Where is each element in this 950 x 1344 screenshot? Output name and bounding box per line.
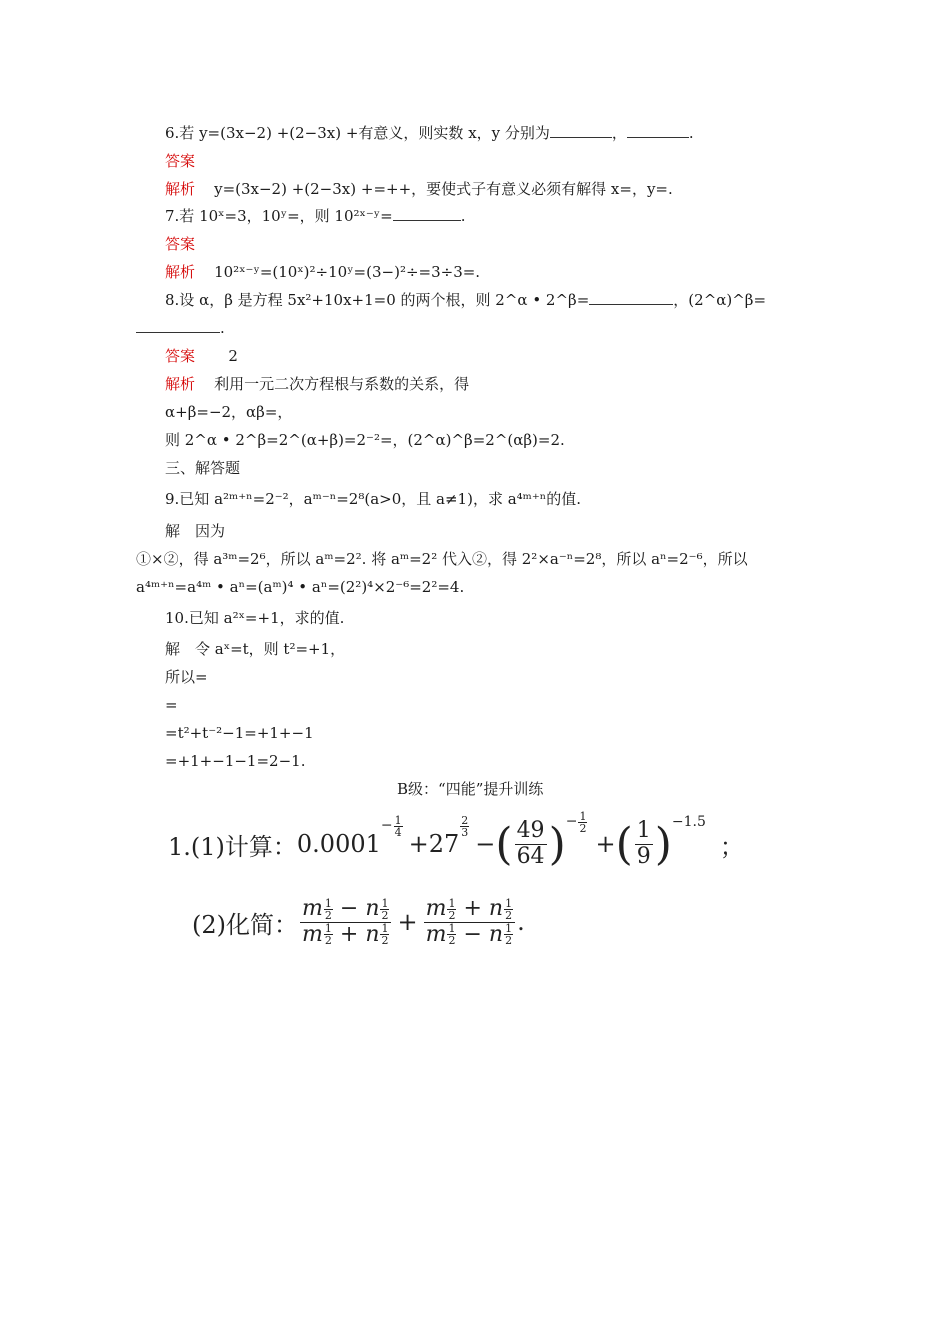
q6-end: . [688,124,694,142]
f1-den: 64 [516,843,545,869]
fraction-right [424,897,515,946]
q6-blank-2 [627,123,689,138]
m-var: m [302,921,323,947]
half [504,923,513,946]
q6-blank-1 [550,123,612,138]
exp-2-frac [460,815,469,838]
exp-3-num: 1 [579,809,587,823]
answer-label: 答案 [165,347,196,365]
q7-blank [393,206,461,221]
half-den: 2 [381,934,389,948]
paren-open-2: ( [615,818,633,870]
half [380,923,389,946]
q8-answer [165,346,238,366]
q8-analysis [165,374,469,394]
n-var: n [488,896,504,922]
fraction-right-den [424,923,515,947]
f2-num: 1 [636,818,651,844]
analysis-label: 解析 [165,263,196,281]
half-num: 1 [324,922,332,936]
exp-1-frac [394,815,403,838]
q7-answer-label: 答案 [165,235,196,253]
term-base: 0.0001 [296,830,381,858]
exp-3-frac [578,811,587,834]
half-den: 2 [505,908,513,922]
q6-line [165,123,694,143]
half [504,898,513,921]
fraction-1-9 [635,819,653,868]
q8-blank-1 [589,290,673,305]
exp-2-num: 2 [461,813,469,827]
half-den: 2 [324,934,332,948]
minus: − [339,896,359,922]
analysis-label: 解析 [165,375,196,393]
q7-analysis-text: 10²ˣ⁻ʸ=(10ˣ)²÷10ʸ=(3−)²÷=3÷3=. [214,263,481,281]
q7-analysis [165,262,480,282]
q6-analysis [165,179,673,199]
problem-1-part-1 [168,808,744,880]
f1-num: 49 [516,818,545,844]
q10-solution-1: 解 令 aˣ=t，则 t²=+1， [165,640,346,658]
q8-analysis-3: 则 2^α • 2^β=2^(α+β)=2⁻²=，(2^α)^β=2^(αβ)=2. [165,431,565,449]
half-num: 1 [505,896,513,910]
half [447,898,456,921]
exp-1-den: 4 [394,825,402,839]
fraction-left [300,897,391,946]
paren-close: ) [548,818,566,870]
problem-1-part-2 [192,884,525,960]
period: . [517,908,525,936]
half-den: 2 [448,908,456,922]
exp-3: − $\frac{1}{2}$ [565,809,587,835]
minus: − [463,921,482,947]
half-num: 1 [381,922,389,936]
exp-1: − $\frac{1}{4}$ [380,813,402,839]
half-num: 1 [505,922,513,936]
q8-line [165,290,766,310]
paren-close-2: ) [654,818,672,870]
q8-end: . [220,319,225,337]
q9-line: 9.已知 a²ᵐ⁺ⁿ=2⁻²，aᵐ⁻ⁿ=2⁸(a>0，且 a≠1)，求 a⁴ᵐ⁺ⁿ的值. [165,490,582,508]
q6-sep: ， [611,124,627,142]
exp-1-num: 1 [394,813,402,827]
analysis-label: 解析 [165,180,196,198]
q10-solution-5: =+1+−1−1=2−1. [165,752,306,770]
section-heading: 三、解答题 [165,459,241,477]
q9-solution-label: 解 因为 [165,522,226,540]
n-var: n [365,921,380,947]
m-var: m [302,896,323,922]
q10-solution-4: =t²+t⁻²−1=+1+−1 [165,724,314,742]
q7-end: . [460,207,466,225]
term-27: +27 [408,830,460,858]
half [380,898,389,921]
half [324,923,333,946]
q8-answer-value: 2 [228,347,238,365]
plus: + [339,921,359,947]
fraction-left-num [300,897,391,922]
q8-analysis-text-1: 利用一元二次方程根与系数的关系，得 [214,375,470,393]
fraction-left-den [300,923,391,947]
half-num: 1 [381,896,389,910]
half [447,923,456,946]
exp-3-den: 2 [579,821,587,835]
q10-solution-2: 所以= [165,668,208,686]
plus: + [463,896,482,922]
half-den: 2 [505,934,513,948]
q9-solution-1: ①×②，得 a³ᵐ=2⁶，所以 aᵐ=2². 将 aᵐ=2² 代入②，得 2²×a⁻ⁿ=2⁸，所以 aⁿ=2⁻⁶，所以 [136,550,748,568]
paren-open: ( [495,818,513,870]
problem-1-label: 1.(1)计算： [168,832,297,861]
q6-analysis-text: y=(3x−2) +(2−3x) +=++，要使式子有意义必须有解得 x=，y=. [214,180,673,198]
half-den: 2 [448,934,456,948]
exp-4: −1.5 [671,814,706,830]
q9-solution-2: a⁴ᵐ⁺ⁿ=a⁴ᵐ • aⁿ=(aᵐ)⁴ • aⁿ=(2²)⁴×2⁻⁶=2²=4. [136,578,465,596]
q8-text: 8.设 α，β 是方程 5x²+10x+1=0 的两个根，则 2^α • 2^β= [165,291,590,309]
q8-line-2 [136,318,225,338]
q7-text: 7.若 10ˣ=3，10ʸ=，则 10²ˣ⁻ʸ= [165,207,393,225]
n-var: n [365,896,380,922]
q8-analysis-2: α+β=−2，αβ=， [165,403,293,421]
op-plus: + [595,830,616,858]
fraction-right-num [424,897,515,922]
half [324,898,333,921]
n-var: n [488,921,504,947]
q10-solution-3: = [165,696,178,714]
q6-answer-label: 答案 [165,152,196,170]
m-var: m [425,921,447,947]
q7-line [165,206,465,226]
q6-text: 6.若 y=(3x−2) +(2−3x) +有意义，则实数 x，y 分别为 [165,124,550,142]
half-den: 2 [381,908,389,922]
fraction-49-64 [515,819,547,868]
exp-2 [459,815,469,838]
half-num: 1 [448,896,456,910]
m-var: m [425,896,447,922]
op-plus-mid: + [397,908,418,936]
exp-2-den: 3 [461,825,469,839]
half-num: 1 [324,896,332,910]
semicolon: ； [719,832,744,861]
problem-2-label: (2)化简： [192,910,298,939]
f2-den: 9 [636,843,651,869]
q10-line: 10.已知 a²ˣ=+1，求的值. [165,609,345,627]
q8-blank-2 [136,318,220,333]
half-den: 2 [324,908,332,922]
half-num: 1 [448,922,456,936]
q8-mid: ，(2^α)^β= [673,291,767,309]
level-b-heading: B级：“四能”提升训练 [397,780,544,798]
op-minus: − [475,830,496,858]
